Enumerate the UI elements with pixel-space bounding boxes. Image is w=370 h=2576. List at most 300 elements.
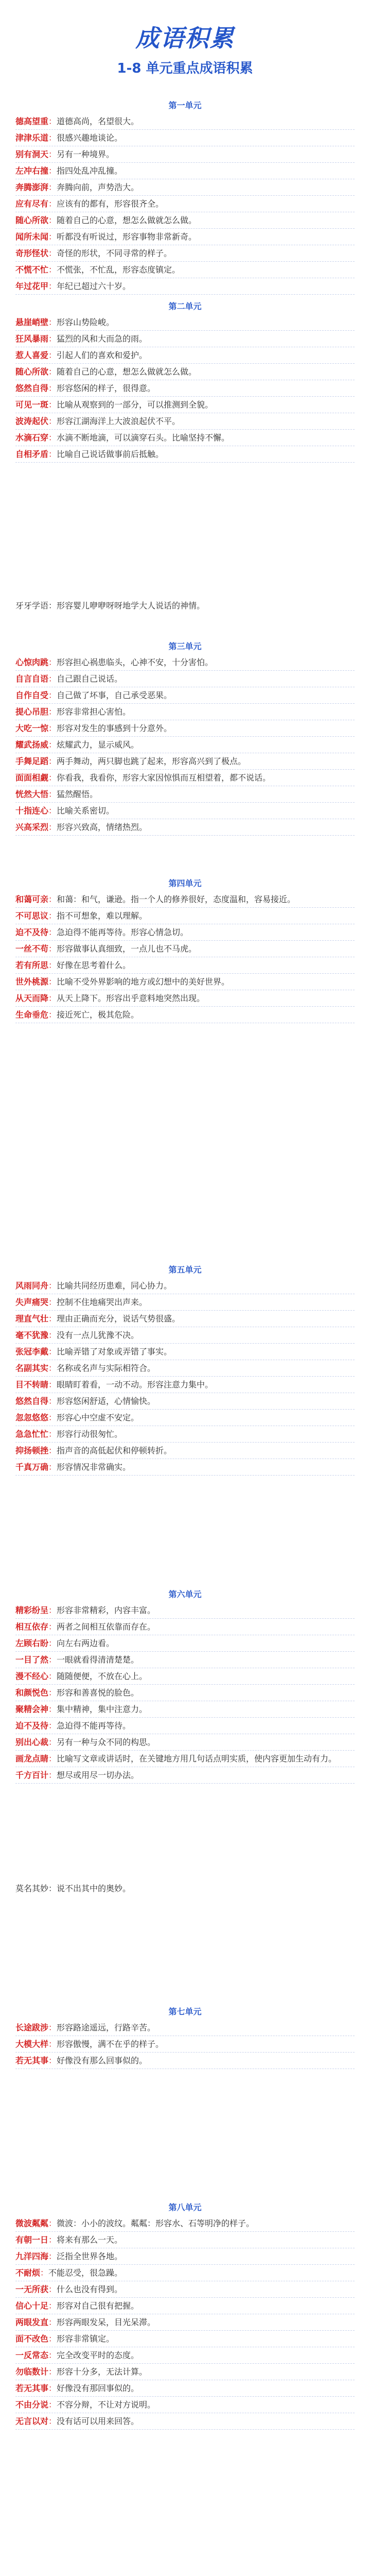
idiom-definition: 听都没有听说过，形容事物非常新奇。 [57, 232, 197, 242]
idiom-definition: 猛烈的风和大而急的雨。 [57, 334, 148, 344]
idiom-term: 生命垂危 [15, 1010, 49, 1020]
idiom-definition: 形容对自己很有把握。 [57, 2301, 139, 2311]
idiom-term: 抑扬顿挫 [15, 1446, 49, 1455]
idiom-term: 应有尽有 [15, 199, 49, 209]
section-unit-7 [15, 2004, 355, 2069]
idiom-entry [15, 2298, 355, 2314]
idiom-entry [15, 941, 355, 957]
colon-separator: ： [48, 433, 57, 443]
idiom-entry [15, 397, 355, 413]
idiom-term: 千方百计 [15, 1770, 49, 1780]
idiom-term: 悬崖峭壁 [15, 317, 49, 327]
idiom-entry [15, 262, 355, 278]
idiom-entry [15, 1652, 355, 1668]
idiom-definition: 两者之间相互依靠而存在。 [57, 1622, 156, 1632]
idiom-term: 随心所欲 [15, 215, 49, 225]
idiom-term: 长途跋涉 [15, 2023, 49, 2032]
colon-separator: ： [48, 1380, 57, 1389]
colon-separator: ： [48, 2416, 57, 2426]
idiom-term: 津津乐道 [15, 133, 49, 143]
idiom-term: 不耐烦 [15, 2268, 41, 2278]
idiom-definition: 奇怪的形状，不同寻常的样子。 [57, 248, 172, 258]
idiom-term: 心惊肉跳 [15, 657, 49, 667]
idiom-entry [15, 2248, 355, 2265]
idiom-entry [15, 1701, 355, 1718]
idiom-entry [15, 113, 355, 130]
colon-separator: ： [48, 993, 57, 1003]
idiom-term: 张冠李戴 [15, 1347, 49, 1357]
section-unit-5 [15, 1262, 355, 1476]
idiom-term: 千真万确 [15, 1462, 49, 1472]
idiom-entry [15, 1602, 355, 1619]
colon-separator: ： [48, 265, 57, 275]
section-unit-8 [15, 2200, 355, 2430]
idiom-term: 大吃一惊 [15, 723, 49, 733]
colon-separator: ： [48, 1605, 57, 1615]
colon-separator: ： [48, 2284, 57, 2294]
colon-separator: ： [48, 1622, 57, 1632]
colon-separator: ： [48, 1754, 57, 1764]
colon-separator: ： [48, 2334, 57, 2344]
idiom-entry [15, 1410, 355, 1426]
idiom-definition: 什么也没有得到。 [57, 2284, 123, 2294]
idiom-definition: 和蔼：和气，谦逊。指一个人的修养很好，态度温和，容易接近。 [57, 894, 296, 904]
colon-separator: ： [40, 2268, 49, 2278]
idiom-definition: 形容和善喜悦的脸色。 [57, 1688, 139, 1698]
idiom-entry [15, 163, 355, 179]
idiom-definition: 好像在思考着什么。 [57, 960, 131, 970]
idiom-entry [15, 1619, 355, 1635]
colon-separator: ： [48, 657, 57, 667]
colon-separator: ： [48, 383, 57, 393]
colon-separator: ： [48, 806, 57, 816]
idiom-term: 恍然大悟 [15, 789, 49, 799]
idiom-term: 风雨同舟 [15, 1281, 49, 1291]
colon-separator: ： [48, 894, 57, 904]
idiom-definition: 好像没有那回事似的。 [57, 2383, 139, 2393]
idiom-entry [15, 2265, 355, 2281]
idiom-definition: 形容江湖海洋上大波浪起伏不平。 [57, 416, 181, 426]
idiom-definition: 微波：小小的波纹。粼粼：形容水、石等明净的样子。 [57, 2218, 255, 2228]
colon-separator: ： [48, 1396, 57, 1406]
colon-separator: ： [48, 1347, 57, 1357]
idiom-definition: 理由正确而充分，说话气势很盛。 [57, 1314, 181, 1324]
idiom-entry [15, 654, 355, 671]
idiom-entry [15, 786, 355, 803]
colon-separator: ： [48, 2251, 57, 2261]
colon-separator: ： [48, 1638, 57, 1648]
colon-separator: ： [48, 1413, 57, 1422]
idiom-definition: 随着自己的心意，想怎么做就怎么做。 [57, 367, 197, 377]
idiom-definition: 好像没有那么回事似的。 [57, 2056, 148, 2065]
idiom-term: 左冲右撞 [15, 166, 49, 176]
colon-separator: ： [48, 2317, 57, 2327]
idiom-term: 失声痛哭 [15, 1297, 49, 1307]
idiom-term: 从天而降 [15, 993, 49, 1003]
idiom-term: 不由分说 [15, 2400, 49, 2410]
idiom-entry [15, 146, 355, 163]
idiom-term: 忽忽悠悠 [15, 1413, 49, 1422]
idiom-entry [15, 1734, 355, 1751]
colon-separator: ： [48, 215, 57, 225]
colon-separator: ： [48, 1737, 57, 1747]
unit-heading: 第三单元 [168, 641, 202, 651]
colon-separator: ： [48, 1281, 57, 1291]
idiom-definition: 形容非常担心害怕。 [57, 707, 131, 717]
idiom-entry [15, 1685, 355, 1701]
page-title: 1-8 单元重点成语积累 [117, 61, 253, 76]
colon-separator: ： [48, 756, 57, 766]
idiom-entry [15, 990, 355, 1007]
idiom-term: 悠然自得 [15, 383, 49, 393]
colon-separator: ： [48, 1330, 57, 1340]
idiom-definition: 形容做事认真细致，一点儿也不马虎。 [57, 944, 197, 954]
idiom-term: 迫不及待 [15, 1721, 49, 1731]
colon-separator: ： [48, 149, 57, 159]
idiom-definition: 形容悠闲舒适，心情愉快。 [57, 1396, 156, 1406]
idiom-definition: 形容两眼发呆，目光呆滞。 [57, 2317, 156, 2327]
idiom-definition: 形容悠闲的样子，很得意。 [57, 383, 156, 393]
entry-list [15, 654, 355, 836]
entry-list [15, 1278, 355, 1476]
colon-separator: ： [48, 1446, 57, 1455]
idiom-definition: 形容路途遥远，行路辛苦。 [57, 2023, 156, 2032]
idiom-entry [15, 2347, 355, 2364]
idiom-term: 画龙点睛 [15, 1754, 49, 1764]
idiom-entry [15, 278, 355, 295]
idiom-entry [15, 2331, 355, 2347]
idiom-term: 提心吊胆 [15, 707, 49, 717]
entry-list [15, 2020, 355, 2069]
colon-separator: ： [48, 1721, 57, 1731]
colon-separator: ： [48, 740, 57, 750]
colon-separator: ： [48, 773, 57, 783]
idiom-entry [15, 380, 355, 397]
section-unit-1 [15, 98, 355, 295]
idiom-definition: 比喻写文章或讲话时，在关键地方用几句话点明实质，使内容更加生动有力。 [57, 1754, 337, 1764]
colon-separator: ： [48, 927, 57, 937]
idiom-definition: 没有一点儿犹豫不决。 [57, 1330, 139, 1340]
idiom-entry [15, 908, 355, 924]
idiom-term: 面不改色 [15, 2334, 49, 2344]
idiom-definition: 没有话可以用来回答。 [57, 2416, 139, 2426]
idiom-entry [15, 413, 355, 430]
idiom-term: 信心十足 [15, 2301, 49, 2311]
idiom-entry [15, 212, 355, 229]
idiom-term: 不慌不忙 [15, 265, 49, 275]
idiom-term: 毫不犹豫 [15, 1330, 49, 1340]
idiom-definition: 另有一种境界。 [57, 149, 115, 159]
idiom-term: 自相矛盾 [15, 449, 49, 459]
colon-separator: ： [48, 1363, 57, 1373]
idiom-entry [15, 347, 355, 364]
colon-separator: ： [48, 1704, 57, 1714]
idiom-entry [15, 1393, 355, 1410]
idiom-term: 一反常态 [15, 2350, 49, 2360]
colon-separator: ： [48, 1462, 57, 1472]
idiom-term: 自作自受 [15, 690, 49, 700]
idiom-term: 若有所思 [15, 960, 49, 970]
colon-separator: ： [48, 416, 57, 426]
idiom-term: 勿临数计 [15, 2367, 49, 2377]
colon-separator: ： [48, 166, 57, 176]
idiom-term: 德高望重 [15, 116, 49, 126]
idiom-entry [15, 2232, 355, 2248]
idiom-definition: 比喻关系密切。 [57, 806, 115, 816]
idiom-entry [15, 891, 355, 908]
idiom-entry [15, 2380, 355, 2397]
idiom-definition: 随着自己的心意，想怎么做就怎么做。 [57, 215, 197, 225]
idiom-entry [15, 803, 355, 819]
idiom-term: 别出心裁 [15, 1737, 49, 1747]
unit-heading: 第八单元 [168, 2202, 202, 2212]
idiom-definition: 形容情况非常确实。 [57, 1462, 131, 1472]
entry-list [15, 2215, 355, 2430]
idiom-entry [15, 974, 355, 990]
colon-separator: ： [48, 232, 57, 242]
idiom-entry [15, 720, 355, 737]
idiom-entry [15, 2020, 355, 2036]
idiom-entry [15, 2215, 355, 2232]
colon-separator: ： [48, 2039, 57, 2049]
colon-separator: ： [48, 2400, 57, 2410]
colon-separator: ： [48, 350, 57, 360]
idiom-definition: 随随便便，不放在心上。 [57, 1671, 148, 1681]
colon-separator: ： [48, 2235, 57, 2245]
colon-separator: ： [48, 1688, 57, 1698]
colon-separator: ： [48, 690, 57, 700]
idiom-entry [15, 2413, 355, 2430]
idiom-term: 一目了然 [15, 1655, 49, 1665]
idiom-entry [15, 1360, 355, 1377]
idiom-definition: 自己做了坏事，自己承受恶果。 [57, 690, 172, 700]
entry-list [15, 113, 355, 295]
colon-separator: ： [48, 317, 57, 327]
colon-separator: ： [48, 2056, 57, 2065]
idiom-entry [15, 2281, 355, 2298]
idiom-entry [15, 245, 355, 262]
idiom-term: 面面相觑 [15, 773, 49, 783]
colon-separator: ： [48, 1297, 57, 1307]
idiom-entry [15, 364, 355, 380]
idiom-term: 大模大样 [15, 2039, 49, 2049]
idiom-definition: 眼睛盯着看，一动不动。形容注意力集中。 [57, 1380, 214, 1389]
idiom-definition: 应该有的都有，形容很齐全。 [57, 199, 164, 209]
idiom-definition: 引起人们的喜欢和爱护。 [57, 350, 148, 360]
idiom-definition: 你看我，我看你，形容大家因惊惧而互相望着，都不说话。 [57, 773, 271, 783]
idiom-definition: 水滴不断地滴，可以滴穿石头。比喻坚持不懈。 [57, 433, 230, 443]
idiom-term: 奇形怪状 [15, 248, 49, 258]
colon-separator: ： [48, 944, 57, 954]
idiom-entry [15, 1294, 355, 1311]
unit-heading: 第四单元 [168, 878, 202, 888]
idiom-definition: 急迫得不能再等待。 [57, 1721, 131, 1731]
idiom-entry [15, 2364, 355, 2380]
idiom-entry [15, 430, 355, 446]
idiom-term: 两眼发直 [15, 2317, 49, 2327]
idiom-definition: 形容行动很匆忙。 [57, 1429, 123, 1439]
idiom-definition: 很感兴趣地谈论。 [57, 133, 123, 143]
colon-separator: ： [48, 2383, 57, 2393]
idiom-term: 狂风暴雨 [15, 334, 49, 344]
idiom-entry [15, 1751, 355, 1767]
idiom-entry [15, 1327, 355, 1344]
idiom-entry [15, 1635, 355, 1652]
idiom-term: 微波粼粼 [15, 2218, 49, 2228]
unit-heading: 第二单元 [168, 301, 202, 311]
idiom-definition: 集中精神，集中注意力。 [57, 1704, 148, 1714]
section-unit-3 [15, 639, 355, 836]
idiom-definition: 形容非常镇定。 [57, 2334, 115, 2344]
entry-list [15, 314, 355, 463]
idiom-entry [15, 1767, 355, 1784]
unit-heading: 第七单元 [168, 2007, 202, 2016]
idiom-entry [15, 130, 355, 146]
idiom-term: 手舞足蹈 [15, 756, 49, 766]
idiom-entry [15, 770, 355, 786]
idiom-definition: 不容分辩，不让对方说明。 [57, 2400, 156, 2410]
colon-separator: ： [48, 2350, 57, 2360]
idiom-entry [15, 314, 355, 331]
idiom-entry [15, 2036, 355, 2053]
idiom-definition: 年纪已超过六十岁。 [57, 281, 131, 291]
colon-separator: ： [48, 707, 57, 717]
idiom-definition: 比喻不受外界影响的地方或幻想中的美好世界。 [57, 977, 230, 987]
note-line: 牙牙学语：形容婴儿咿咿呀呀地学大人说话的神情。 [15, 601, 205, 611]
idiom-definition: 形容傲慢，满不在乎的样子。 [57, 2039, 164, 2049]
idiom-entry [15, 1344, 355, 1360]
idiom-term: 若无其事 [15, 2056, 49, 2065]
idiom-definition: 指四处乱冲乱撞。 [57, 166, 123, 176]
idiom-entry [15, 229, 355, 245]
section-unit-4 [15, 876, 355, 1023]
idiom-term: 奔腾澎湃 [15, 182, 49, 192]
idiom-entry [15, 2397, 355, 2413]
colon-separator: ： [48, 723, 57, 733]
idiom-definition: 猛然醒悟。 [57, 789, 98, 799]
idiom-term: 别有洞天 [15, 149, 49, 159]
idiom-term: 无言以对 [15, 2416, 49, 2426]
idiom-entry [15, 196, 355, 212]
idiom-definition: 泛指全世界各地。 [57, 2251, 123, 2261]
colon-separator: ： [48, 2367, 57, 2377]
colon-separator: ： [48, 911, 57, 921]
idiom-definition: 形容非常精彩，内容丰富。 [57, 1605, 156, 1615]
colon-separator: ： [48, 2301, 57, 2311]
idiom-entry [15, 704, 355, 720]
idiom-entry [15, 1007, 355, 1023]
idiom-term: 一无所获 [15, 2284, 49, 2294]
idiom-entry [15, 924, 355, 941]
unit-heading: 第五单元 [168, 1265, 202, 1275]
idiom-entry [15, 2314, 355, 2331]
idiom-term: 一丝不苟 [15, 944, 49, 954]
colon-separator: ： [48, 400, 57, 410]
idiom-definition: 接近死亡，极其危险。 [57, 1010, 139, 1020]
idiom-definition: 奔腾向前，声势浩大。 [57, 182, 139, 192]
colon-separator: ： [48, 2218, 57, 2228]
colon-separator: ： [48, 334, 57, 344]
colon-separator: ： [48, 960, 57, 970]
idiom-term: 年过花甲 [15, 281, 49, 291]
idiom-term: 十指连心 [15, 806, 49, 816]
idiom-term: 水滴石穿 [15, 433, 49, 443]
colon-separator: ： [48, 1770, 57, 1780]
colon-separator: ： [48, 789, 57, 799]
idiom-entry [15, 737, 355, 753]
idiom-definition: 名称或名声与实际相符合。 [57, 1363, 156, 1373]
idiom-definition: 从天上降下。形容出乎意料地突然出现。 [57, 993, 205, 1003]
idiom-term: 目不转睛 [15, 1380, 49, 1389]
idiom-term: 悠然自得 [15, 1396, 49, 1406]
idiom-term: 漫不经心 [15, 1671, 49, 1681]
idiom-entry [15, 1377, 355, 1393]
idiom-definition: 控制不住地痛哭出声来。 [57, 1297, 148, 1307]
colon-separator: ： [48, 449, 57, 459]
idiom-term: 左顾右盼 [15, 1638, 49, 1648]
idiom-entry [15, 179, 355, 196]
idiom-entry [15, 687, 355, 704]
idiom-definition: 两手舞动，两只脚也跳了起来，形容高兴到了极点。 [57, 756, 246, 766]
note-block [15, 1880, 355, 1896]
idiom-definition: 形容兴致高，情绪热烈。 [57, 822, 148, 832]
idiom-term: 自言自语 [15, 674, 49, 684]
idiom-term: 急急忙忙 [15, 1429, 49, 1439]
idiom-term: 可见一斑 [15, 400, 49, 410]
idiom-term: 聚精会神 [15, 1704, 49, 1714]
idiom-definition: 道德高尚，名望很大。 [57, 116, 139, 126]
idiom-definition: 向左右两边看。 [57, 1638, 115, 1648]
idiom-definition: 形容对发生的事感到十分意外。 [57, 723, 172, 733]
idiom-definition: 比喻共同经历患难，同心协力。 [57, 1281, 172, 1291]
colon-separator: ： [48, 2023, 57, 2032]
idiom-definition: 想尽或用尽一切办法。 [57, 1770, 139, 1780]
idiom-definition: 一眼就看得清清楚楚。 [57, 1655, 139, 1665]
entry-list [15, 891, 355, 1023]
idiom-term: 若无其事 [15, 2383, 49, 2393]
unit-heading: 第六单元 [168, 1589, 202, 1599]
idiom-term: 不可思议 [15, 911, 49, 921]
colon-separator: ： [48, 1429, 57, 1439]
idiom-entry [15, 1426, 355, 1443]
colon-separator: ： [48, 248, 57, 258]
idiom-definition: 形容心中空虚不安定。 [57, 1413, 139, 1422]
idiom-definition: 炫耀武力，显示威风。 [57, 740, 139, 750]
idiom-definition: 不能忍受，很急躁。 [48, 2268, 123, 2278]
idiom-entry [15, 1459, 355, 1476]
idiom-term: 和蔼可亲 [15, 894, 49, 904]
colon-separator: ： [48, 1010, 57, 1020]
idiom-entry [15, 819, 355, 836]
idiom-definition: 将来有那么一天。 [57, 2235, 123, 2245]
colon-separator: ： [48, 822, 57, 832]
colon-separator: ： [48, 133, 57, 143]
colon-separator: ： [48, 1671, 57, 1681]
idiom-term: 世外桃源 [15, 977, 49, 987]
idiom-term: 和颜悦色 [15, 1688, 49, 1698]
idiom-definition: 比喻从观察到的一部分，可以推测到全貌。 [57, 400, 214, 410]
idiom-entry [15, 446, 355, 463]
colon-separator: ： [48, 1655, 57, 1665]
idiom-term: 耀武扬威 [15, 740, 49, 750]
idiom-entry [15, 1311, 355, 1327]
idiom-entry [15, 1278, 355, 1294]
idiom-term: 精彩纷呈 [15, 1605, 49, 1615]
idiom-term: 随心所欲 [15, 367, 49, 377]
unit-heading: 第一单元 [168, 100, 202, 110]
colon-separator: ： [48, 1314, 57, 1324]
idiom-entry [15, 957, 355, 974]
